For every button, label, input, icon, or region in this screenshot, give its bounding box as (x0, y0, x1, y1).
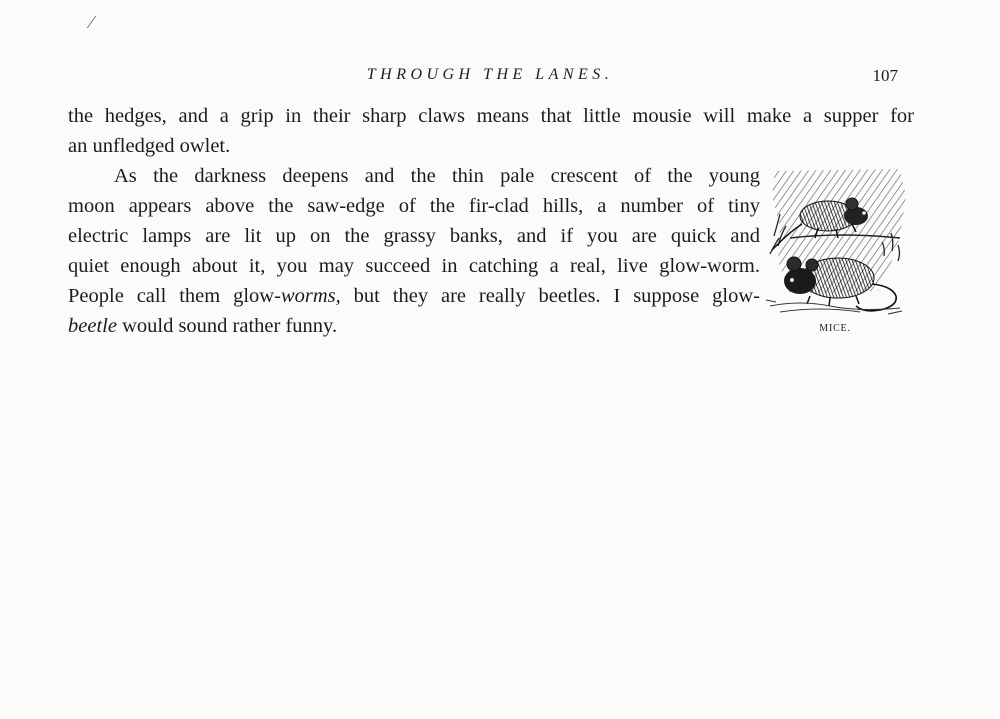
running-title: THROUGH THE LANES. (366, 66, 614, 83)
stray-pencil-mark: ⁄ (90, 12, 94, 32)
text-run: People call them glow- (68, 285, 281, 307)
text-line: quiet enough about it, you may succeed in catching a real, live glow-worm. (68, 255, 760, 277)
text-line: electric lamps are lit up on the grassy banks, and if you are quick and (68, 225, 760, 247)
italic-text-run: beetle (68, 315, 117, 337)
text-line (68, 311, 760, 341)
text-line: moon appears above the saw-edge of the fir-clad hills, a number of tiny (68, 195, 760, 217)
mice-engraving-icon (760, 166, 910, 326)
text-line: the hedges, and a grip in their sharp claws means that little mousie will make a supper for (68, 105, 914, 127)
text-run: would sound rather funny. (116, 315, 338, 337)
page-number: 107 (872, 66, 898, 85)
italic-text-run: worms, (280, 285, 341, 307)
mice-illustration (760, 166, 910, 326)
text-line: As the darkness deepens and the thin pale crescent of the young (114, 165, 760, 187)
text-line (68, 281, 760, 311)
text-line: an unfledged owlet. (68, 135, 231, 157)
figure-caption: MICE. (819, 323, 851, 334)
text-run: but they are really beetles. I suppose glow- (340, 285, 760, 307)
